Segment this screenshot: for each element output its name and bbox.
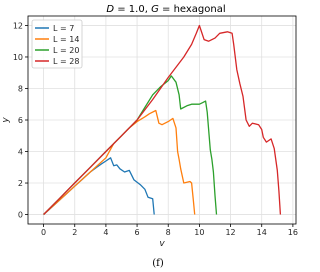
x-tick-label: 10 (194, 228, 205, 237)
y-tick-label: 12 (12, 21, 23, 31)
y-tick-label: 6 (17, 116, 23, 125)
x-tick-label: 6 (134, 228, 140, 237)
x-tick-label: 8 (165, 228, 171, 237)
x-tick-label: 12 (225, 228, 236, 237)
x-tick-label: 2 (72, 228, 78, 237)
series-line-1 (44, 158, 155, 215)
legend (32, 20, 82, 68)
x-axis-label: v (159, 239, 165, 249)
x-tick-label: 14 (256, 228, 267, 237)
y-axis-label: y (1, 117, 11, 123)
y-tick-label: 8 (17, 84, 23, 94)
chart-title: D = 1.0, G = hexagonal (106, 4, 226, 15)
x-tick-label: 16 (287, 228, 298, 237)
y-tick-label: 2 (17, 179, 23, 189)
y-tick-label: 0 (17, 210, 23, 220)
series-line-2 (44, 111, 195, 215)
legend-label: L = 7 (53, 24, 75, 33)
x-tick-label: 4 (103, 228, 109, 237)
y-tick-label: 4 (17, 147, 23, 157)
x-tick-label: 0 (41, 228, 47, 237)
figure-caption: (f) (152, 258, 164, 269)
y-tick-label: 10 (12, 52, 23, 62)
legend-label: L = 20 (53, 46, 80, 55)
legend-label: L = 28 (53, 57, 80, 66)
series-line-3 (44, 76, 217, 215)
legend-label: L = 14 (53, 35, 80, 44)
